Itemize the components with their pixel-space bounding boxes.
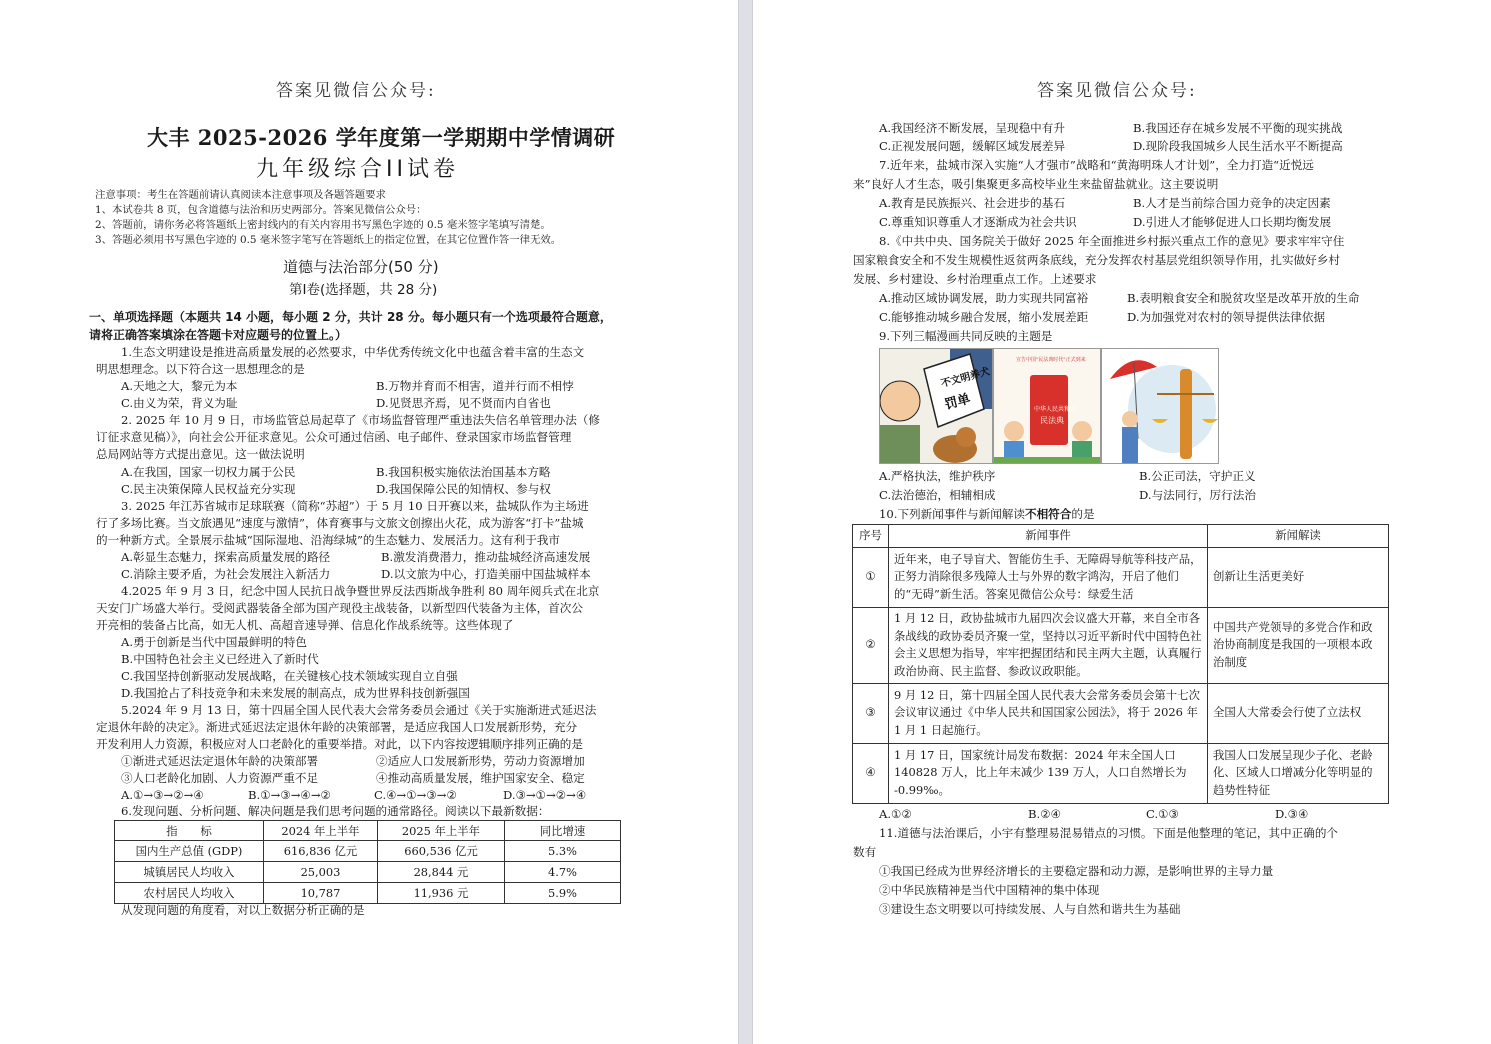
table-header: 序号 bbox=[853, 525, 889, 548]
q3-option-c: C.消除主要矛盾，为社会发展注入新活力 bbox=[121, 567, 331, 581]
notice-line: 3、答题必须用书写黑色字迹的 0.5 毫米签字笔写在答题纸上的指定位置，在其它位置作答一律无效。 bbox=[95, 234, 562, 246]
question-8-text: 国家粮食安全和不发生规模性返贫两条底线，充分发挥农村基层党组织领导作用，扎实做好乡村 bbox=[853, 253, 1340, 267]
section-title: 道德与法治部分(50 分) bbox=[283, 258, 439, 276]
table-cell: 全国人大常委会行使了立法权 bbox=[1208, 683, 1389, 743]
table-cell: 1 月 17 日，国家统计局发布数据：2024 年末全国人口 140828 万人，比上年末减少 139 万人，人口自然增长为 -0.99‰。 bbox=[889, 743, 1208, 803]
q5-option-c: C.④→①→③→② bbox=[374, 788, 457, 802]
q4-option-a: A.勇于创新是当代中国最鲜明的特色 bbox=[121, 635, 307, 649]
table-cell: ② bbox=[853, 607, 889, 683]
table-cell: 1 月 12 日，政协盐城市九届四次会议盛大开幕，来自全市各条战线的政协委员齐聚一堂，坚持以习近平新时代中国特色社会主义思想为指导，牢牢把握团结和民主两大主题，认真履行政治协商、民主监督、参政议政职能。 bbox=[889, 607, 1208, 683]
notice-line: 1、本试卷共 8 页，包含道德与法治和历史两部分。答案见微信公众号： bbox=[95, 204, 427, 216]
q1-option-c: C.由义为荣，背义为耻 bbox=[121, 396, 238, 410]
table-cell: 农村居民人均收入 bbox=[115, 883, 264, 904]
table-cell: 国内生产总值 (GDP) bbox=[115, 841, 264, 862]
table-cell: 4.7% bbox=[505, 862, 621, 883]
q8-option-a: A.推动区域协调发展，助力实现共同富裕 bbox=[879, 291, 1089, 305]
q1-option-d: D.见贤思齐焉，见不贤而内自省也 bbox=[376, 396, 551, 410]
table-cell: 25,003 bbox=[264, 862, 378, 883]
question-5-text: 5.2024 年 9 月 13 日，第十四届全国人民代表大会常务委员会通过《关于实施渐进式延迟法 bbox=[121, 703, 597, 717]
q6-option-a: A.我国经济不断发展，呈现稳中有升 bbox=[879, 121, 1065, 135]
question-2-text: 2. 2025 年 10 月 9 日，市场监管总局起草了《市场监督管理严重违法失信名单管理办法（修 bbox=[121, 413, 600, 427]
q4-option-d: D.我国抢占了科技竞争和未来发展的制高点，成为世界科技创新强国 bbox=[121, 686, 470, 700]
q6-data-table bbox=[114, 820, 621, 904]
table-header: 2024 年上半年 bbox=[264, 821, 378, 841]
question-1-text: 明思想理念。以下符合这一思想理念的是 bbox=[96, 362, 305, 376]
q11-item-1: ①我国已经成为世界经济增长的主要稳定器和动力源，是影响世界的主导力量 bbox=[879, 864, 1274, 878]
question-7-text: 来”良好人才生态，吸引集聚更多高校毕业生来盐留盐就业。这主要说明 bbox=[853, 177, 1219, 191]
table-header: 2025 年上半年 bbox=[378, 821, 505, 841]
svg-text:宣告中国"民法典时代"正式到来: 宣告中国"民法典时代"正式到来 bbox=[1016, 357, 1086, 363]
q5-item-4: ④推动高质量发展，维护国家安全、稳定 bbox=[376, 771, 585, 785]
table-cell: 660,536 亿元 bbox=[378, 841, 505, 862]
part-title: 第I卷(选择题，共 28 分) bbox=[289, 282, 438, 298]
comic-illustration-icon bbox=[1102, 349, 1219, 464]
table-header: 新闻事件 bbox=[889, 525, 1208, 548]
question-5-text: 定退休年龄的决定》。渐进式延迟法定退休年龄的决策部署，是适应我国人口发展新形势，充分 bbox=[96, 720, 578, 734]
q10-news-table bbox=[852, 524, 1389, 804]
table-cell: 11,936 元 bbox=[378, 883, 505, 904]
q10-emphasis: 不相符合 bbox=[1024, 507, 1072, 521]
svg-text:民法典: 民法典 bbox=[1040, 416, 1064, 425]
exam-subtitle: 九年级综合II试卷 bbox=[256, 157, 459, 182]
comic-civil-code bbox=[993, 348, 1101, 464]
notice-line: 2、答题前，请你务必将答题纸上密封线内的有关内容用书写黑色字迹的 0.5 毫米签字笔填写清楚。 bbox=[95, 219, 551, 231]
table-cell: 近年来，电子导盲犬、智能仿生手、无障碍导航等科技产品，正努力消除很多残障人士与外界的数字鸿沟，开启了他们的“无碍”新生活。答案见微信公众号：绿爱生活 bbox=[889, 547, 1208, 607]
table-row bbox=[853, 547, 1389, 607]
table-row bbox=[853, 743, 1389, 803]
q7-option-a: A.教育是民族振兴、社会进步的基石 bbox=[879, 196, 1065, 210]
question-9-text: 9.下列三幅漫画共同反映的主题是 bbox=[879, 329, 1053, 343]
question-6-text: 6.发现问题、分析问题、解决问题是我们思考问题的通常路径。阅读以下最新数据： bbox=[121, 804, 550, 818]
q9-option-d: D.与法同行，厉行法治 bbox=[1139, 488, 1256, 502]
q5-item-2: ②适应人口发展新形势，劳动力资源增加 bbox=[376, 754, 585, 768]
table-row bbox=[115, 883, 621, 904]
table-cell: 5.9% bbox=[505, 883, 621, 904]
page-header: 答案见微信公众号: bbox=[1037, 81, 1197, 101]
question-3-text: 3. 2025 年江苏省城市足球联赛（简称“苏超”）于 5 月 10 日开赛以来，盐城队作为主场进 bbox=[121, 499, 589, 513]
table-header: 新闻解读 bbox=[1208, 525, 1389, 548]
question-8-text: 发展、乡村建设、乡村治理重点工作。上述要求 bbox=[853, 272, 1097, 286]
q4-option-b: B.中国特色社会主义已经进入了新时代 bbox=[121, 652, 319, 666]
comic-illustration-icon bbox=[880, 349, 993, 464]
q7-option-b: B.人才是当前综合国力竞争的决定因素 bbox=[1133, 196, 1331, 210]
q9-option-c: C.法治德治，相辅相成 bbox=[879, 488, 996, 502]
page-header: 答案见微信公众号: bbox=[276, 81, 436, 101]
page-right bbox=[753, 0, 1491, 1044]
table-cell: ③ bbox=[853, 683, 889, 743]
question-2-text: 总局网站等方式提出意见。这一做法说明 bbox=[96, 447, 305, 461]
q10-option-a: A.①② bbox=[879, 807, 912, 821]
table-cell: ① bbox=[853, 547, 889, 607]
q8-option-d: D.为加强党对农村的领导提供法律依据 bbox=[1127, 310, 1326, 324]
table-cell: ④ bbox=[853, 743, 889, 803]
table-header-row bbox=[115, 821, 621, 841]
question-1-text: 1.生态文明建设是推进高质量发展的必然要求，中华优秀传统文化中也蕴含着丰富的生态文 bbox=[121, 345, 585, 359]
table-cell: 我国人口发展呈现少子化、老龄化、区域人口增减分化等明显的趋势性特征 bbox=[1208, 743, 1389, 803]
question-3-text: 的一种新方式。全景展示盐城“国际湿地、沿海绿城”的生态魅力、发展活力。这有利于我市 bbox=[96, 533, 561, 547]
question-7-text: 7.近年来，盐城市深入实施“人才强市”战略和“黄海明珠人才计划”，全力打造“近悦远 bbox=[879, 158, 1314, 172]
q6-option-b: B.我国还存在城乡发展不平衡的现实挑战 bbox=[1133, 121, 1343, 135]
table-row bbox=[853, 683, 1389, 743]
question-3-text: 行了多场比赛。当文旅遇见“速度与激情”，体育赛事与文旅文创擦出火花，成为游客“打卡”盐城 bbox=[96, 516, 584, 530]
q5-item-3: ③人口老龄化加剧、人力资源严重不足 bbox=[121, 771, 319, 785]
comic-law-umbrella bbox=[1101, 348, 1219, 464]
q2-option-a: A.在我国，国家一切权力属于公民 bbox=[121, 465, 296, 479]
page-gutter bbox=[738, 0, 753, 1044]
q5-option-d: D.③→①→②→④ bbox=[503, 788, 587, 802]
table-row bbox=[115, 862, 621, 883]
question-6-followup: 从发现问题的角度看，对以上数据分析正确的是 bbox=[121, 903, 365, 917]
table-row bbox=[115, 841, 621, 862]
table-header: 同比增速 bbox=[505, 821, 621, 841]
q11-item-2: ②中华民族精神是当代中国精神的集中体现 bbox=[879, 883, 1100, 897]
q7-option-c: C.尊重知识尊重人才逐渐成为社会共识 bbox=[879, 215, 1077, 229]
table-cell: 中国共产党领导的多党合作和政治协商制度是我国的一项根本政治制度 bbox=[1208, 607, 1389, 683]
table-row bbox=[853, 607, 1389, 683]
table-cell: 城镇居民人均收入 bbox=[115, 862, 264, 883]
q2-option-c: C.民主决策保障人民权益充分实现 bbox=[121, 482, 296, 496]
q10-text-prefix: 10.下列新闻事件与新闻解读 bbox=[879, 507, 1025, 521]
question-10-text bbox=[879, 506, 1095, 523]
notice-block bbox=[95, 188, 561, 248]
table-header-row bbox=[853, 525, 1389, 548]
svg-text:不文明养犬: 不文明养犬 bbox=[939, 366, 992, 390]
q9-option-a: A.严格执法，维护秩序 bbox=[879, 469, 996, 483]
q3-option-b: B.激发消费潜力，推动盐城经济高速发展 bbox=[381, 550, 591, 564]
q3-option-a: A.彰显生态魅力，探索高质量发展的路径 bbox=[121, 550, 331, 564]
q5-option-b: B.①→③→④→② bbox=[248, 788, 331, 802]
svg-text:罚单: 罚单 bbox=[943, 391, 973, 413]
question-8-text: 8.《中共中央、国务院关于做好 2025 年全面推进乡村振兴重点工作的意见》要求牢牢守住 bbox=[879, 234, 1345, 248]
q2-option-d: D.我国保障公民的知情权、参与权 bbox=[376, 482, 551, 496]
question-4-text: 4.2025 年 9 月 3 日，纪念中国人民抗日战争暨世界反法西斯战争胜利 80 周年阅兵式在北京 bbox=[121, 584, 600, 598]
question-2-text: 订征求意见稿）》，向社会公开征求意见。公众可通过信函、电子邮件、登录国家市场监督管理 bbox=[96, 430, 572, 444]
q8-option-c: C.能够推动城乡融合发展，缩小发展差距 bbox=[879, 310, 1089, 324]
comic-dog-fine bbox=[879, 348, 993, 464]
instruction-line: 一、单项选择题（本题共 14 小题，每小题 2 分，共计 28 分。每小题只有一个选项最符合题意， bbox=[89, 310, 612, 324]
table-cell: 616,836 亿元 bbox=[264, 841, 378, 862]
table-cell: 9 月 12 日，第十四届全国人民代表大会常务委员会第十七次会议审议通过《中华人民共和国国家公园法》，将于 2026 年 1 月 1 日起施行。 bbox=[889, 683, 1208, 743]
q2-option-b: B.我国积极实施依法治国基本方略 bbox=[376, 465, 551, 479]
question-11-text: 数有 bbox=[853, 845, 877, 859]
q7-option-d: D.引进人才能够促进人口长期均衡发展 bbox=[1133, 215, 1332, 229]
table-cell: 28,844 元 bbox=[378, 862, 505, 883]
q11-item-3: ③建设生态文明要以可持续发展、人与自然和谐共生为基础 bbox=[879, 902, 1181, 916]
table-header: 指 标 bbox=[115, 821, 264, 841]
comic-illustration-icon bbox=[994, 349, 1101, 464]
q1-option-b: B.万物并育而不相害，道并行而不相悖 bbox=[376, 379, 574, 393]
q1-option-a: A.天地之大，黎元为本 bbox=[121, 379, 238, 393]
svg-text:中华人民共和国: 中华人民共和国 bbox=[1034, 406, 1077, 413]
instruction-line: 请将正确答案填涂在答题卡对应题号的位置上。） bbox=[89, 328, 348, 342]
question-11-text: 11.道德与法治课后，小宇有整理易混易错点的习惯。下面是他整理的笔记，其中正确的个 bbox=[879, 826, 1339, 840]
q3-option-d: D.以文旅为中心，打造美丽中国盐城样本 bbox=[381, 567, 591, 581]
question-4-text: 开亮相的装备占比高，如无人机、高超音速导弹、信息化作战系统等。这些体现了 bbox=[96, 618, 514, 632]
q5-option-a: A.①→③→②→④ bbox=[121, 788, 204, 802]
question-5-text: 开发利用人力资源，积极应对人口老龄化的重要举措。对此，以下内容按逻辑顺序排列正确的是 bbox=[96, 737, 583, 751]
table-cell: 创新让生活更美好 bbox=[1208, 547, 1389, 607]
table-cell: 10,787 bbox=[264, 883, 378, 904]
notice-line: 注意事项：考生在答题前请认真阅读本注意事项及各题答题要求 bbox=[95, 189, 386, 201]
question-4-text: 天安门广场盛大举行。受阅武器装备全部为国产现役主战装备，以新型四代装备为主体，首次公 bbox=[96, 601, 583, 615]
q6-option-d: D.现阶段我国城乡人民生活水平不断提高 bbox=[1133, 139, 1343, 153]
page-left bbox=[0, 0, 738, 1044]
q10-text-suffix: 的是 bbox=[1071, 507, 1095, 521]
q5-item-1: ①渐进式延迟法定退休年龄的决策部署 bbox=[121, 754, 319, 768]
table-cell: 5.3% bbox=[505, 841, 621, 862]
q9-option-b: B.公正司法，守护正义 bbox=[1139, 469, 1256, 483]
q10-option-d: D.③④ bbox=[1275, 807, 1309, 821]
exam-title: 大丰 2025-2026 学年度第一学期期中学情调研 bbox=[147, 125, 616, 150]
q4-option-c: C.我国坚持创新驱动发展战略，在关键核心技术领域实现自立自强 bbox=[121, 669, 458, 683]
q8-option-b: B.表明粮食安全和脱贫攻坚是改革开放的生命 bbox=[1127, 291, 1360, 305]
q6-option-c: C.正视发展问题，缓解区域发展差异 bbox=[879, 139, 1066, 153]
q10-option-c: C.①③ bbox=[1146, 807, 1179, 821]
q10-option-b: B.②④ bbox=[1028, 807, 1061, 821]
